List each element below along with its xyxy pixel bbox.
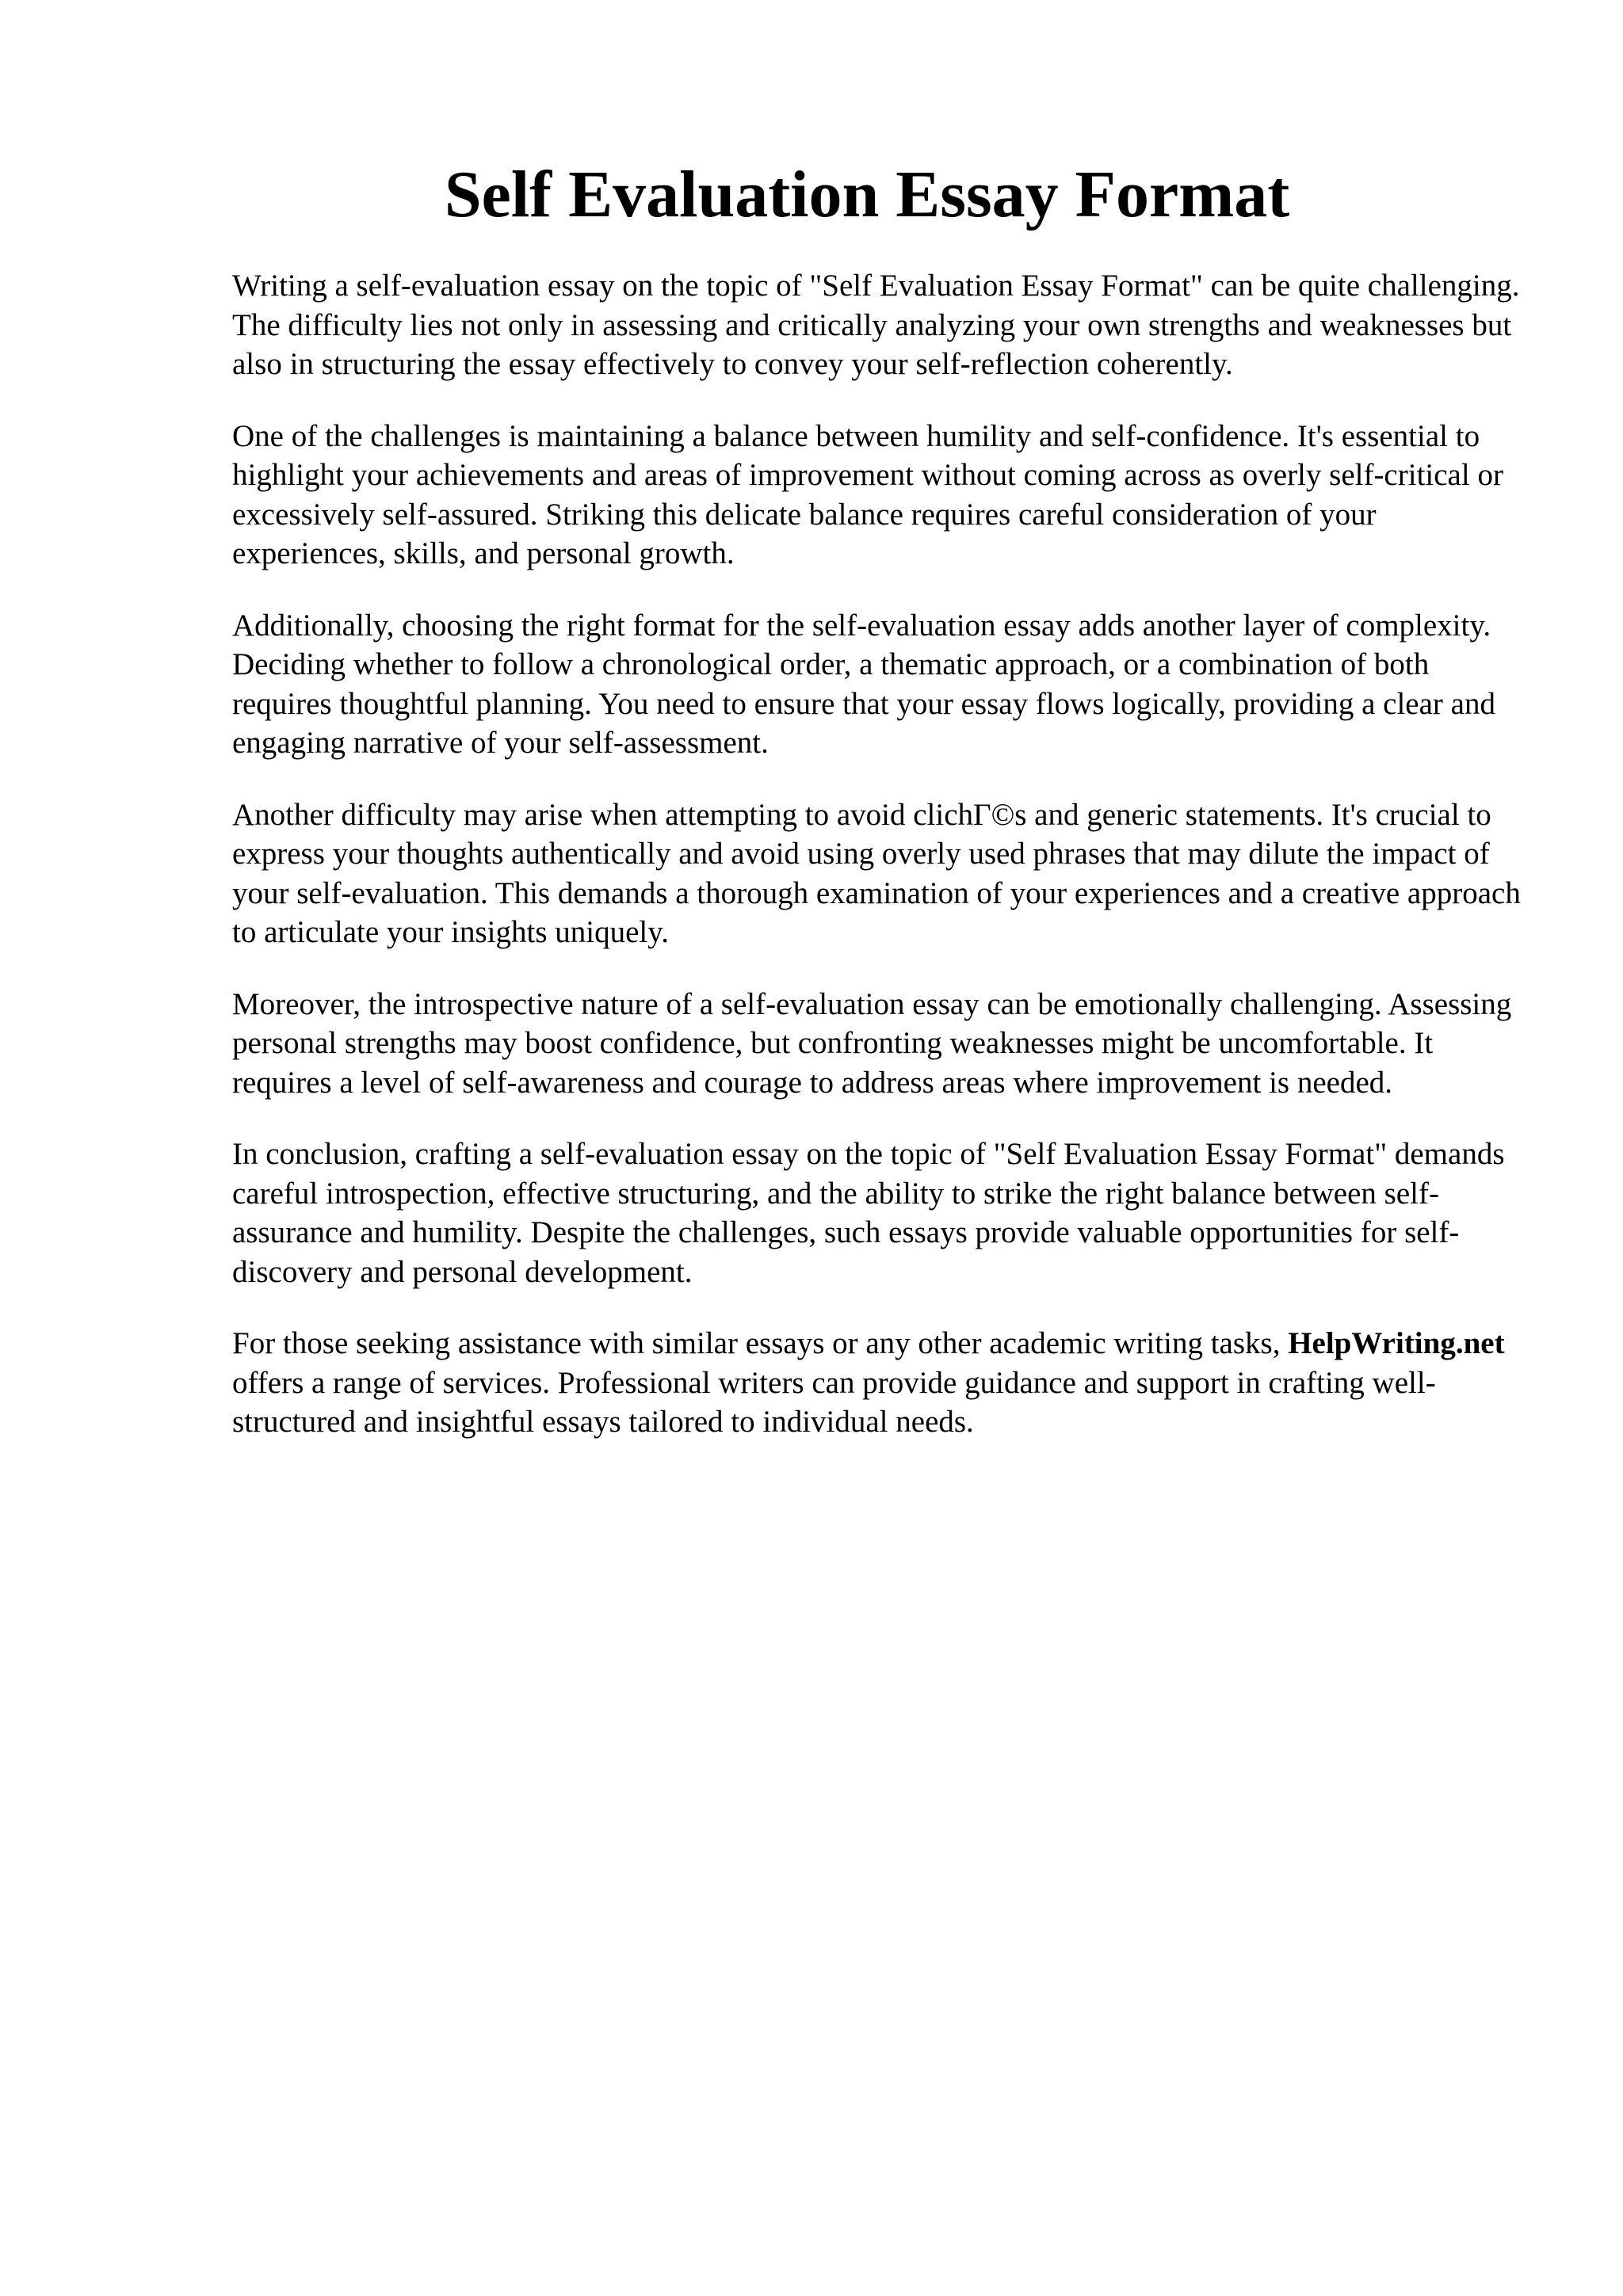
brand-name: HelpWriting.net xyxy=(1288,1326,1505,1360)
paragraph-1: Writing a self-evaluation essay on the topic of "Self Evaluation Essay Format" can be quite challenging. The difficulty lies not only in assessing and critically analyzing your own strengths and weaknesses but also in structuring the essay effectively to convey your self-reflection coherently. xyxy=(232,269,1520,381)
essay-body xyxy=(232,266,1532,1474)
paragraph-6: In conclusion, crafting a self-evaluation essay on the topic of "Self Evaluation Essay Format" demands careful introspection, effective structuring, and the ability to strike the right balance between self-assurance and humility. Despite the challenges, such essays provide valuable opportunities for self-discovery and personal development. xyxy=(232,1137,1505,1289)
page-title: Self Evaluation Essay Format xyxy=(444,158,1290,231)
closing-tail-text: offers a range of services. Professional writers can provide guidance and support in crafting well-structured and insightful essays tailored to individual needs. xyxy=(232,1365,1436,1439)
paragraph-2: One of the challenges is maintaining a balance between humility and self-confidence. It's essential to highlight your achievements and areas of improvement without coming across as overly self-critical or excessively self-assured. Striking this delicate balance requires careful consideration of your experiences, skills, and personal growth. xyxy=(232,418,1503,570)
paragraph-3: Additionally, choosing the right format for the self-evaluation essay adds another layer of complexity. Deciding whether to follow a chronological order, a thematic approach, or a combination of both requires thoughtful planning. You need to ensure that your essay flows logically, providing a clear and engaging narrative of your self-assessment. xyxy=(232,608,1495,760)
paragraph-4: Another difficulty may arise when attempting to avoid clichΓ©s and generic statements. It's crucial to express your thoughts authentically and avoid using overly used phrases that may dilute the impact of your self-evaluation. This demands a thorough examination of your experiences and a creative approach to articulate your insights uniquely. xyxy=(232,797,1521,949)
closing-lead-text: For those seeking assistance with similar essays or any other academic writing tasks, xyxy=(232,1326,1289,1360)
closing-paragraph xyxy=(232,1324,1532,1442)
paragraph-5: Moreover, the introspective nature of a self-evaluation essay can be emotionally challenging. Assessing personal strengths may boost confidence, but confronting weaknesses might be uncomfortable. It requires a level of self-awareness and courage to address areas where improvement is needed. xyxy=(232,986,1512,1100)
